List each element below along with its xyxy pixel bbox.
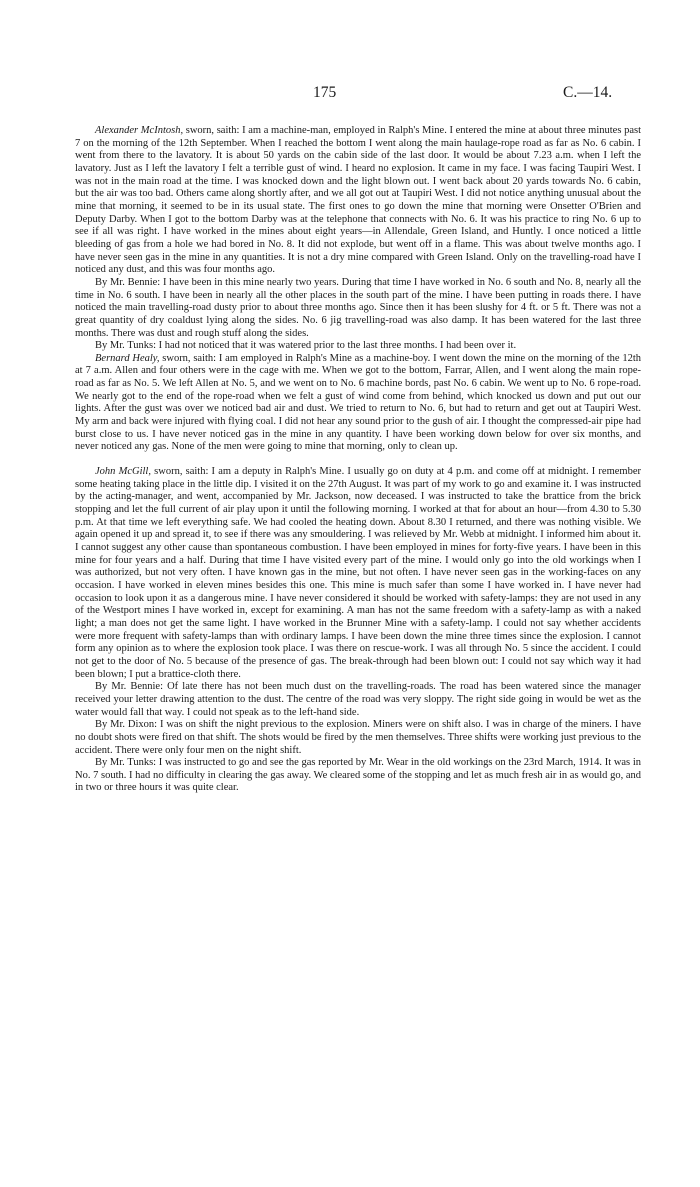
document-body: [75, 125, 641, 795]
testimony-text: By Mr. Bennie: I have been in this mine nearly two years. During that time I have worked in No. 6 south and No. 8, nearly all the time in No. 6 south. I have been in nearly all the other places in the south part of the mine. I have been putting in roads there. I have noticed the main travelling-road dusty prior to about three months ago. Since then it has been slushy for 4 ft. or 5 ft. There was not a great quantity of dry coaldust lying along the sides. No. 6 jig travelling-road was also damp. It has been watered for the last three months. There was dust and rough stuff along the sides.: [75, 276, 641, 339]
page-header: [0, 84, 700, 104]
witness-name: Alexander McIntosh,: [95, 125, 184, 136]
cross-examination-tunks: [75, 757, 641, 795]
testimony-healy: [75, 353, 641, 454]
cross-examination-bennie: [75, 277, 641, 340]
testimony-text: sworn, saith: I am a deputy in Ralph's Mine. I usually go on duty at 4 p.m. and come off at midnight. I remember some heating taking place in the little dip. I visited it on the 27th August. It was part of my work to go and examine it. I was instructed by the acting-manager, and went, accompanied by Mr. Jackson, now deceased. I was instructed to take the brattice from the brick stopping and let the full current of air play upon it until the following morning. I worked at that for about an hour—from 4.30 to 5.30 p.m. At that time we left everything safe. We had cooled the heating down. About 8.30 I returned, and there was nothing visible. We again opened it up and spread it, to see if there was any smouldering. I was relieved by Mr. Webb at midnight. I informed him about it. I cannot suggest any other cause than spontaneous combustion. I have been employed in mines for forty-five years. I have been in this mine for four years and a half. During that time I have visited every part of the mine. I would only go into the old workings when I was authorized, but not very often. I have known gas in the mine, but not often. I have never seen gas in the working-faces on any occasion. I have worked in eleven mines besides this one. This mine is much safer than some I have worked in. I have never had occasion to look upon it as a dangerous mine. I have never considered it should be worked with safety-lamps: they are not used in any of the Westport mines I have worked in, except for examining. A man has not the same freedom with a safety-lamp as with a naked light; a man does not get the same light. I have worked in the Brunner Mine with a safety-lamp. I could not say whether accidents were more frequent with safety-lamps than with ordinary lamps. I have been down the mine three times since the explosion. I cannot form any opinion as to where the explosion took place. I was there on rescue-work. I was all through No. 5 since the accident. I could not get to the door of No. 5 because of the presence of gas. The break-through had been blown out: I could not say which way it had been blown; I put a brattice-cloth there.: [75, 466, 641, 680]
testimony-text: By Mr. Bennie: Of late there has not been much dust on the travelling-roads. The road has been watered since the manager received your letter drawing attention to the dust. The centre of the road was very sloppy. The right side going in would be wet as the water would fall that way. I could not speak as to the left-hand side.: [75, 681, 641, 718]
cross-examination-bennie: [75, 681, 641, 719]
testimony-mcgill: [75, 466, 641, 681]
testimony-text: By Mr. Tunks: I had not noticed that it was watered prior to the last three months. I had been over it.: [95, 340, 517, 352]
cross-examination-tunks: [75, 340, 641, 353]
testimony-text: By Mr. Dixon: I was on shift the night previous to the explosion. Miners were on shift also. I was in charge of the miners. I have no doubt shots were fired on that shift. The shots would be fired by the men themselves. Three shifts were working just previous to the accident. There were only four men on the night shift.: [75, 719, 641, 756]
testimony-mcintosh: [75, 125, 641, 277]
testimony-text: sworn, saith: I am a machine-man, employed in Ralph's Mine. I entered the mine at about three minutes past 7 on the morning of the 12th September. When I reached the bottom I went along the main haulage-rope road as far as No. 6 cabin. I went from there to the lavatory. It is about 50 yards on the cabin side of the last door. It would be about 7.23 a.m. when I left the lavatory. Just as I left the lavatory I felt a terrible gust of wind. I heard no explosion. It came in my face. I was facing Taupiri West. I was not in the main road at the time. I was knocked down and the light blown out. I went back about 20 yards towards No. 6 cabin, but the air was too bad. Others came along shortly after, and we all got out at Taupiri West. I did not notice anything unusual about the mine that morning, it seemed to be in its usual state. The first ones to go down the mine that morning were Onsetter O'Brien and Deputy Darby. When I got to the bottom Darby was at the telephone that connects with No. 6. It was his practice to ring No. 6 up to see if all was right. I have worked in the mines about eight years—in Allendale, Green Island, and Huntly. I once noticed a little bleeding of gas from a hole we had bored in No. 8. It did not explode, but went off in a flame. This was about twelve months ago. I have never seen gas in the mine in any quantities. It is not a dry mine compared with Green Island. Only on the travelling-road have I noticed any dust, and this was four months ago.: [75, 125, 641, 276]
witness-name: Bernard Healy,: [95, 352, 160, 364]
testimony-text: By Mr. Tunks: I was instructed to go and see the gas reported by Mr. Wear in the old workings on the 23rd March, 1914. It was in No. 7 south. I had no difficulty in clearing the gas away. We cleared some of the stopping and let as much fresh air in as would go, and in two or three hours it was quite clear.: [75, 757, 641, 794]
testimony-text: sworn, saith: I am employed in Ralph's Mine as a machine-boy. I went down the mine on the morning of the 12th at 7 a.m. Allen and four others were in the cage with me. When we got to the bottom, Farrar, Allen, and I went along the main rope-road as far as No. 5. We left Allen at No. 5, and we went on to No. 6 machine bords, past No. 6 cabin. We went up to No. 6 rope-road. We nearly got to the end of the rope-road when we felt a gust of wind come from behind, which knocked us down and put out our lights. After the gust was over we noticed bad air and dust. We tried to return to No. 6, but had to return and get out at Taupiri West. My arm and back were injured with flying coal. I did not hear any sound prior to the gush of air. I thought the compressed-air pipe had burst close to us. I have never noticed gas in the mine in any quantity. I have been working down below for over six months, and never noticed any gas. None of the men were going to mine that morning, only to clean up.: [75, 352, 641, 453]
document-reference: C.—14.: [563, 84, 613, 101]
page-number: 175: [313, 84, 337, 101]
witness-name: John McGill,: [95, 466, 151, 478]
cross-examination-dixon: [75, 719, 641, 757]
